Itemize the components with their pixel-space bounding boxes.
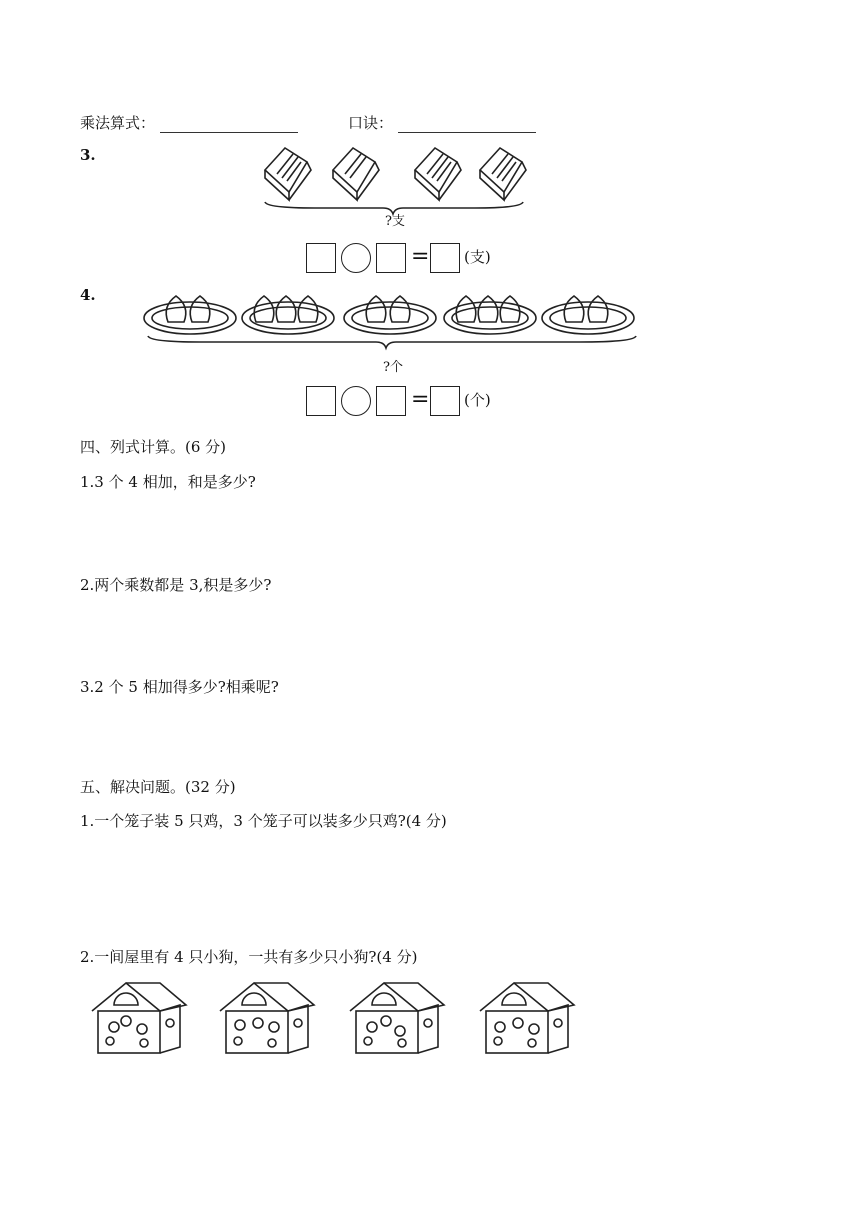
formula-answer-blank[interactable] [160,118,298,133]
q4-brace-label: ?个 [383,360,403,375]
section-4-item-2: 2.两个乘数都是 3,积是多少? [80,576,272,594]
q3-operator-circle[interactable] [341,243,371,273]
section-5-item-2: 2.一间屋里有 4 只小狗，一共有多少只小狗?(4 分) [80,948,418,966]
q4-operator-circle[interactable] [341,386,371,416]
peach-plates-illustration [140,282,640,362]
formula-label: 乘法算式： [80,114,156,132]
section-4-item-3: 3.2 个 5 相加得多少?相乘呢? [80,678,279,696]
pencil-box-icon [265,148,311,200]
q4-answer-box-2[interactable] [376,386,406,416]
question-3-number: 3. [80,146,96,164]
q4-answer-box-1[interactable] [306,386,336,416]
rhyme-answer-blank[interactable] [398,118,536,133]
q3-equals-sign: = [411,244,430,269]
dog-houses-illustration [90,975,590,1060]
brace-icon [148,336,636,348]
q3-answer-box-3[interactable] [430,243,460,273]
q4-unit: (个) [464,391,491,409]
q4-answer-box-3[interactable] [430,386,460,416]
rhyme-label: 口诀： [348,114,394,132]
section-5-heading: 五、解决问题。(32 分) [80,778,236,796]
section-5-item-1: 1.一个笼子装 5 只鸡，3 个笼子可以装多少只鸡?(4 分) [80,812,447,830]
q3-answer-box-2[interactable] [376,243,406,273]
q4-equals-sign: = [411,387,430,412]
dog-house-icon [92,983,186,1053]
q3-brace-label: ?支 [385,214,405,229]
q3-answer-box-1[interactable] [306,243,336,273]
rhyme-row [348,112,536,133]
section-4-item-1: 1.3 个 4 相加，和是多少? [80,473,256,491]
section-4-heading: 四、列式计算。(6 分) [80,438,227,456]
question-4-number: 4. [80,286,96,304]
peach-plate-icon [144,296,236,334]
multiplication-formula-row [80,112,298,133]
q3-unit: (支) [464,248,491,266]
